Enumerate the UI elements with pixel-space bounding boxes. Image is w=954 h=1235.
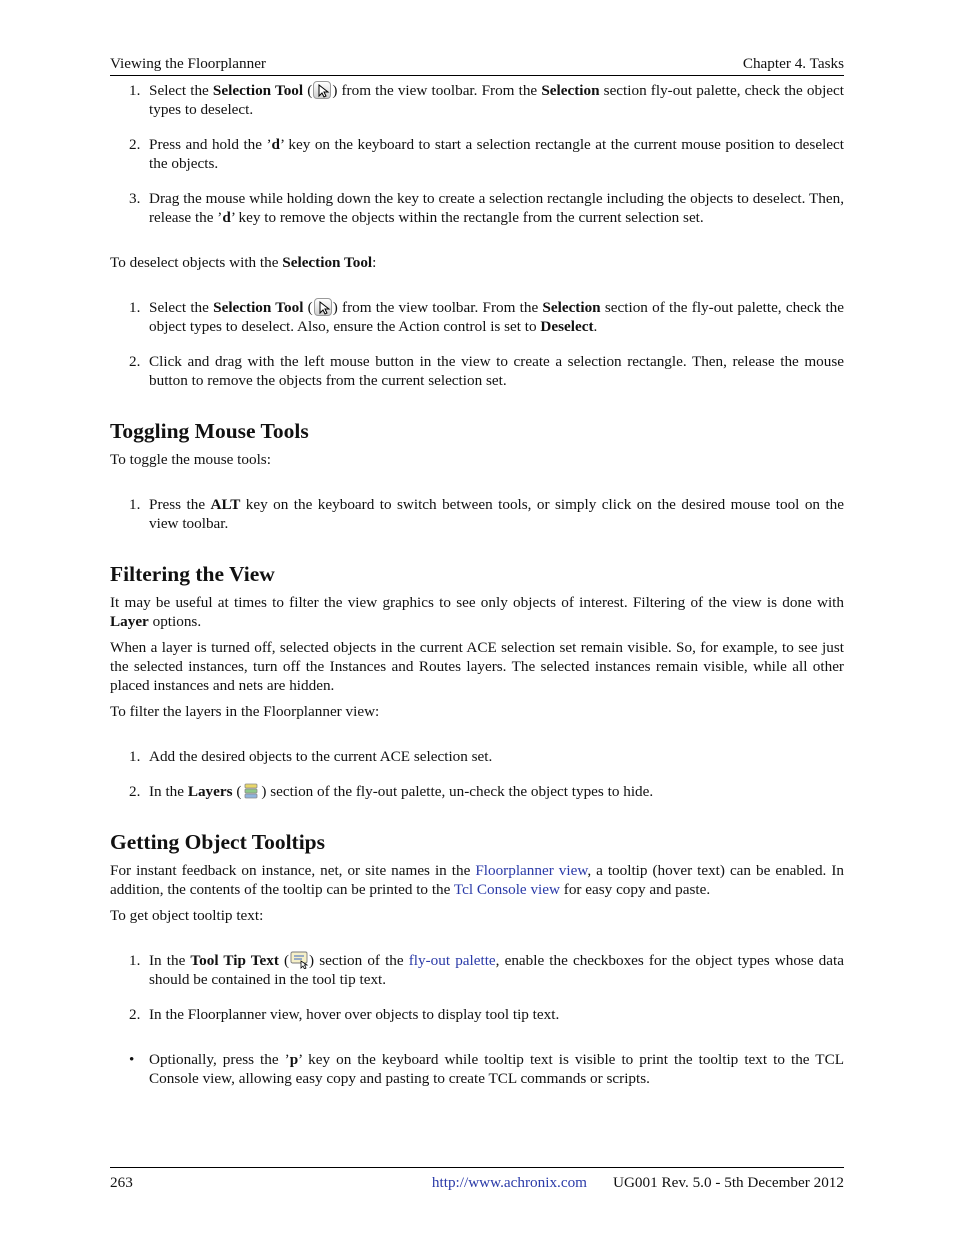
section-heading-filtering: Filtering the View — [110, 562, 275, 586]
list-item: 1. Press the ALT key on the keyboard to switch between tools, or simply click on the desired mouse tool on the view toolbar. — [129, 496, 845, 532]
paragraph: For instant feedback on instance, net, or site names in the Floorplanner view, a tooltip (hover text) can be enabled. In addition, the contents of the tooltip can be printed to the Tcl Console view for easy copy and paste. — [110, 862, 844, 898]
layers-icon — [242, 782, 260, 800]
page-number: 263 — [110, 1174, 133, 1191]
list-item: 2. In the Floorplanner view, hover over objects to display tool tip text. — [129, 1006, 560, 1023]
section-heading-tooltips: Getting Object Tooltips — [110, 830, 326, 854]
paragraph: It may be useful at times to filter the view graphics to see only objects of interest. Filtering of the view is done with Layer options. — [110, 594, 844, 630]
page-footer — [110, 1173, 844, 1193]
header-chapter: Chapter 4. Tasks — [742, 55, 844, 72]
list-item: 2. Click and drag with the left mouse button in the view to create a selection rectangle. Then, release the mouse button to remove the objects from the current selection set. — [129, 353, 844, 389]
list-item: 3. Drag the mouse while holding down the key to create a selection rectangle including the objects to deselect. Then, release the ’d’ key to remove the objects within the rectangle from the current selection set. — [129, 190, 844, 226]
fly-out-palette-link[interactable]: fly-out palette — [408, 952, 496, 969]
footer-doc-id: UG001 Rev. 5.0 - 5th December 2012 — [613, 1174, 844, 1191]
list-item: 2. In the Layers ( ) section of the fly-out palette, un-check the object types to hide. — [129, 783, 654, 800]
page-header — [110, 54, 844, 76]
list-item: 1. Select the Selection Tool ( ) from the view toolbar. From the Selection section fly-out palette, check the object types to deselect. — [129, 82, 844, 118]
page-content — [110, 81, 844, 1088]
paragraph: To deselect objects with the Selection Tool: — [110, 254, 377, 271]
list-item: 2. Press and hold the ’d’ key on the keyboard to start a selection rectangle at the current mouse position to deselect the objects. — [129, 136, 844, 172]
section-heading-toggling: Toggling Mouse Tools — [110, 419, 309, 443]
list-item: 1. In the Tool Tip Text ( ) section of the fly-out palette, enable the checkboxes for the object types whose data should be contained in the tool tip text. — [129, 952, 844, 988]
paragraph: To filter the layers in the Floorplanner view: — [110, 703, 380, 720]
footer-rule — [110, 1167, 844, 1168]
paragraph: When a layer is turned off, selected objects in the current ACE selection set remain visible. So, for example, to see just the selected instances, turn off the Instances and Routes layers. The selected instances remain visible, while all other placed instances and nets are hidden. — [110, 639, 844, 694]
list-item: 1. Select the Selection Tool ( ) from the view toolbar. From the Selection section of the fly-out palette, check the object types to deselect. Also, ensure the Action control is set to Deselect. — [129, 299, 845, 335]
paragraph: To toggle the mouse tools: — [110, 451, 271, 468]
cursor-arrow-icon — [313, 81, 331, 99]
header-section-title: Viewing the Floorplanner — [110, 55, 266, 72]
list-item: 1. Add the desired objects to the current ACE selection set. — [129, 748, 493, 765]
floorplanner-view-link[interactable]: Floorplanner view — [475, 862, 588, 879]
tooltip-icon — [290, 951, 308, 969]
paragraph: To get object tooltip text: — [110, 907, 264, 924]
footer-url-link[interactable]: http://www.achronix.com — [431, 1174, 587, 1191]
bullet-item: • Optionally, press the ’p’ key on the keyboard while tooltip text is visible to print the tooltip text to the TCL Console view, allowing easy copy and pasting to create TCL commands or scripts. — [129, 1051, 844, 1087]
tcl-console-view-link[interactable]: Tcl Console view — [453, 881, 560, 898]
cursor-arrow-icon — [314, 298, 332, 316]
